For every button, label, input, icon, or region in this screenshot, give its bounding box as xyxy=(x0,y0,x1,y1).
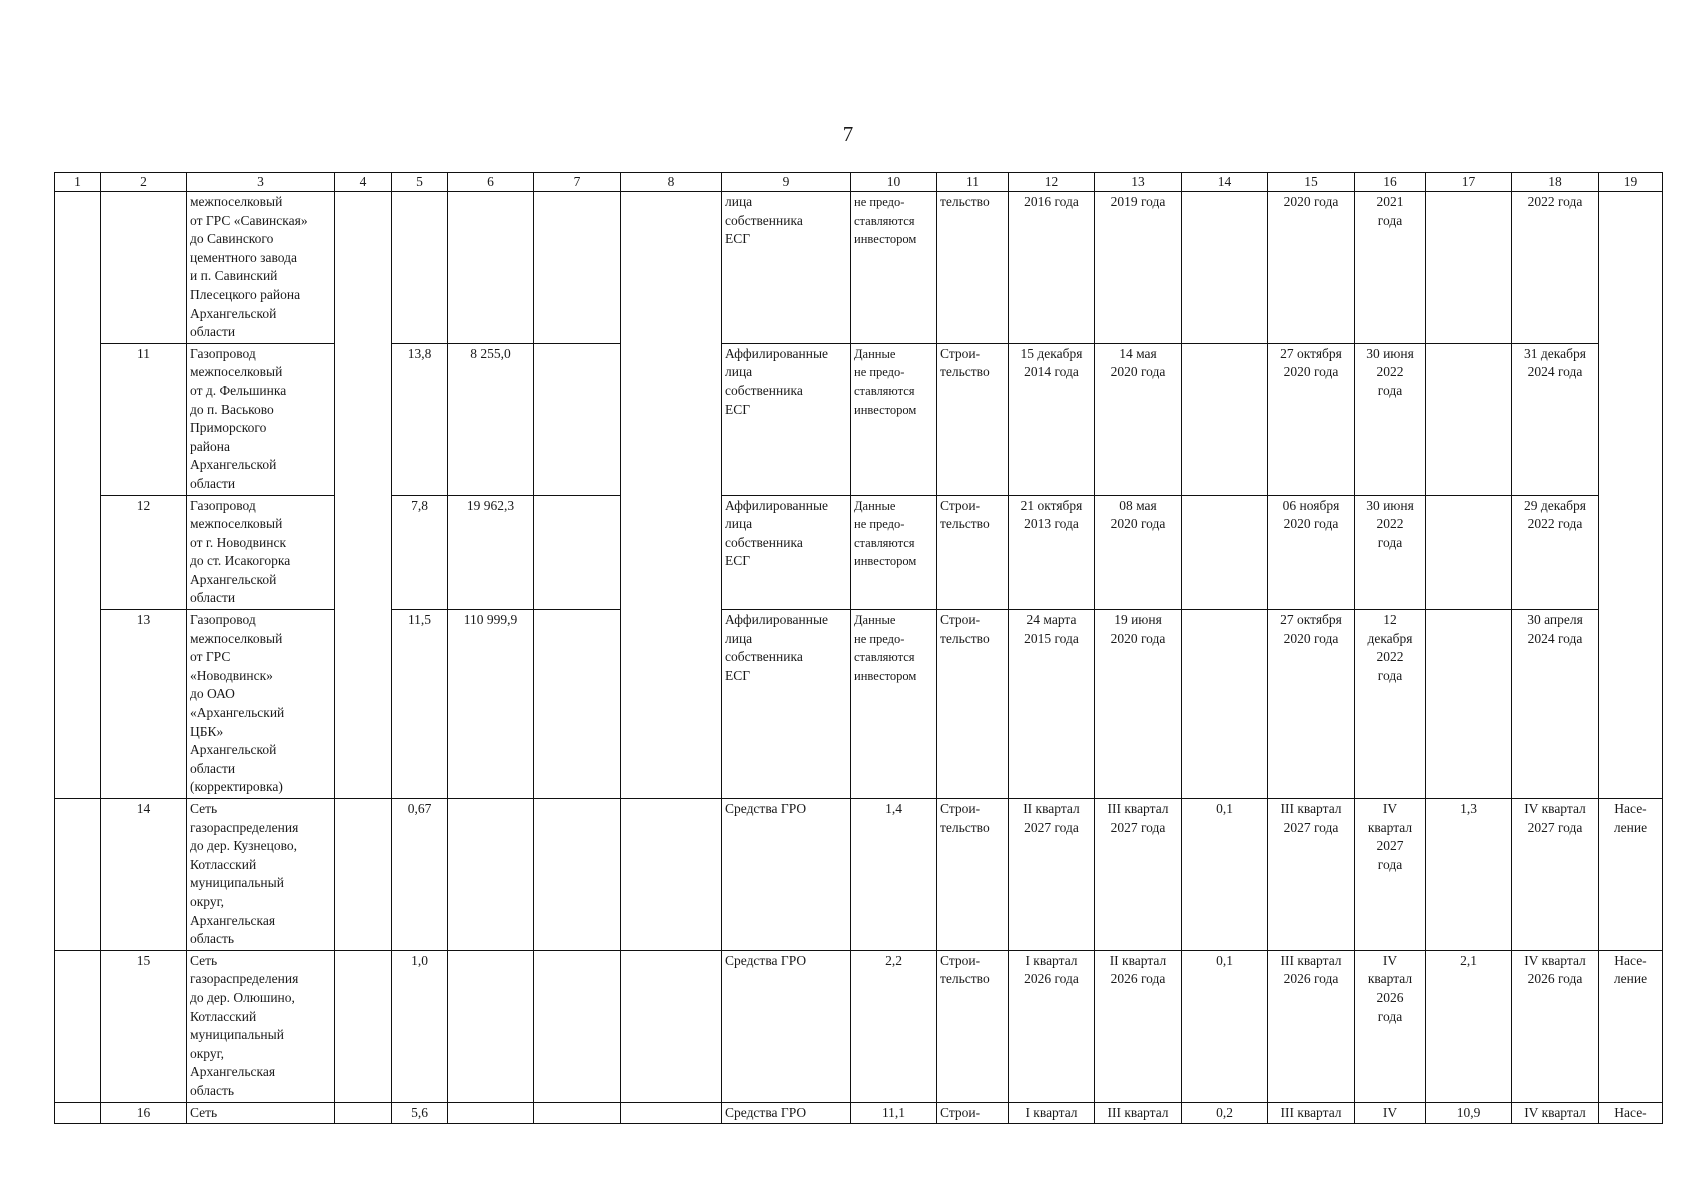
page-number: 7 xyxy=(842,122,854,146)
cell-c17: 1,3 xyxy=(1426,799,1512,951)
cell-c1 xyxy=(55,1102,101,1124)
cell-c7 xyxy=(534,495,621,610)
cell-c9: Средства ГРО xyxy=(722,950,851,1102)
col-header-5: 5 xyxy=(392,173,448,192)
cell-c18: 30 апреля 2024 года xyxy=(1512,610,1599,799)
cell-c7 xyxy=(534,610,621,799)
col-header-8: 8 xyxy=(621,173,722,192)
cell-object-name: Сеть газораспределения до дер. Олюшино, Котласский муниципальный округ, Архангельская область xyxy=(187,950,335,1102)
cell-c7 xyxy=(534,799,621,951)
cell-c17 xyxy=(1426,495,1512,610)
table-row xyxy=(55,1102,1663,1124)
cell-c5: 5,6 xyxy=(392,1102,448,1124)
cell-number: 12 xyxy=(101,495,187,610)
cell-c15: 2020 года xyxy=(1268,192,1355,344)
table-row xyxy=(55,799,1663,951)
cell-c4 xyxy=(335,1102,392,1124)
col-header-9: 9 xyxy=(722,173,851,192)
cell-c5: 0,67 xyxy=(392,799,448,951)
col-header-14: 14 xyxy=(1182,173,1268,192)
cell-c10: 1,4 xyxy=(851,799,937,951)
cell-object-name: Газопровод межпоселковый от г. Новодвинск до ст. Исакогорка Архангельской области xyxy=(187,495,335,610)
cell-c16: 2021 года xyxy=(1355,192,1426,344)
cell-object-name: Газопровод межпоселковый от д. Фельшинка до п. Васьково Приморского района Архангельской области xyxy=(187,343,335,495)
cell-c19: Насе- ление xyxy=(1599,799,1663,951)
table-row xyxy=(55,495,1663,610)
cell-number xyxy=(101,192,187,344)
cell-c5: 11,5 xyxy=(392,610,448,799)
cell-number: 14 xyxy=(101,799,187,951)
cell-c14 xyxy=(1182,192,1268,344)
col-header-17: 17 xyxy=(1426,173,1512,192)
col-header-2: 2 xyxy=(101,173,187,192)
cell-c16: IV квартал 2026 года xyxy=(1355,950,1426,1102)
cell-c12: 2016 года xyxy=(1009,192,1095,344)
cell-c18: IV квартал 2026 года xyxy=(1512,950,1599,1102)
cell-c6: 110 999,9 xyxy=(448,610,534,799)
col-header-4: 4 xyxy=(335,173,392,192)
col-header-1: 1 xyxy=(55,173,101,192)
cell-c10: 2,2 xyxy=(851,950,937,1102)
cell-c15: III квартал xyxy=(1268,1102,1355,1124)
cell-c9: Аффилированные лица собственника ЕСГ xyxy=(722,343,851,495)
cell-c13: 14 мая 2020 года xyxy=(1095,343,1182,495)
cell-c16: 30 июня 2022 года xyxy=(1355,343,1426,495)
cell-number: 16 xyxy=(101,1102,187,1124)
cell-c9: Аффилированные лица собственника ЕСГ xyxy=(722,610,851,799)
cell-c4 xyxy=(335,192,392,799)
cell-c15: 06 ноября 2020 года xyxy=(1268,495,1355,610)
cell-c5: 7,8 xyxy=(392,495,448,610)
cell-c17: 2,1 xyxy=(1426,950,1512,1102)
col-header-12: 12 xyxy=(1009,173,1095,192)
cell-c10: Данные не предо- ставляются инвестором xyxy=(851,343,937,495)
cell-c9: Средства ГРО xyxy=(722,799,851,951)
col-header-6: 6 xyxy=(448,173,534,192)
cell-c16: IV квартал 2027 года xyxy=(1355,799,1426,951)
cell-c6 xyxy=(448,192,534,344)
cell-c19: Насе- xyxy=(1599,1102,1663,1124)
cell-c12: I квартал 2026 года xyxy=(1009,950,1095,1102)
cell-c8 xyxy=(621,799,722,951)
cell-c19 xyxy=(1599,192,1663,799)
col-header-19: 19 xyxy=(1599,173,1663,192)
col-header-10: 10 xyxy=(851,173,937,192)
cell-c17 xyxy=(1426,192,1512,344)
cell-c6: 8 255,0 xyxy=(448,343,534,495)
cell-c4 xyxy=(335,950,392,1102)
cell-c16: 12 декабря 2022 года xyxy=(1355,610,1426,799)
cell-c12: I квартал xyxy=(1009,1102,1095,1124)
cell-c10: Данные не предо- ставляются инвестором xyxy=(851,495,937,610)
cell-c11: тельство xyxy=(937,192,1009,344)
cell-c7 xyxy=(534,343,621,495)
cell-c10: Данные не предо- ставляются инвестором xyxy=(851,610,937,799)
cell-c1 xyxy=(55,950,101,1102)
cell-c18: 2022 года xyxy=(1512,192,1599,344)
cell-c8 xyxy=(621,1102,722,1124)
cell-c9: Средства ГРО xyxy=(722,1102,851,1124)
investment-table xyxy=(54,172,1663,1124)
col-header-11: 11 xyxy=(937,173,1009,192)
cell-c11: Строи- тельство xyxy=(937,799,1009,951)
col-header-15: 15 xyxy=(1268,173,1355,192)
cell-c5: 13,8 xyxy=(392,343,448,495)
cell-c15: III квартал 2027 года xyxy=(1268,799,1355,951)
cell-c19: Насе- ление xyxy=(1599,950,1663,1102)
cell-c13: III квартал 2027 года xyxy=(1095,799,1182,951)
cell-c7 xyxy=(534,1102,621,1124)
cell-number: 15 xyxy=(101,950,187,1102)
cell-c18: 29 декабря 2022 года xyxy=(1512,495,1599,610)
table-row xyxy=(55,950,1663,1102)
cell-c14 xyxy=(1182,610,1268,799)
cell-c11: Строи- тельство xyxy=(937,610,1009,799)
table-row xyxy=(55,610,1663,799)
cell-c1 xyxy=(55,799,101,951)
cell-c14 xyxy=(1182,495,1268,610)
cell-c7 xyxy=(534,950,621,1102)
cell-number: 13 xyxy=(101,610,187,799)
cell-c11: Строи- тельство xyxy=(937,495,1009,610)
cell-c13: II квартал 2026 года xyxy=(1095,950,1182,1102)
cell-c11: Строи- тельство xyxy=(937,950,1009,1102)
cell-object-name: межпоселковый от ГРС «Савинская» до Савинского цементного завода и п. Савинский Плесецкого района Архангельской области xyxy=(187,192,335,344)
cell-c17 xyxy=(1426,343,1512,495)
column-number-row xyxy=(55,173,1663,192)
cell-c13: 19 июня 2020 года xyxy=(1095,610,1182,799)
cell-c9: лица собственника ЕСГ xyxy=(722,192,851,344)
cell-c15: 27 октября 2020 года xyxy=(1268,343,1355,495)
cell-c10: 11,1 xyxy=(851,1102,937,1124)
cell-c6 xyxy=(448,1102,534,1124)
cell-object-name: Газопровод межпоселковый от ГРС «Новодвинск» до ОАО «Архангельский ЦБК» Архангельской области (корректировка) xyxy=(187,610,335,799)
cell-object-name: Сеть xyxy=(187,1102,335,1124)
cell-c16: 30 июня 2022 года xyxy=(1355,495,1426,610)
cell-c14: 0,1 xyxy=(1182,799,1268,951)
cell-c15: III квартал 2026 года xyxy=(1268,950,1355,1102)
cell-c8 xyxy=(621,192,722,799)
cell-c18: 31 декабря 2024 года xyxy=(1512,343,1599,495)
cell-c18: IV квартал 2027 года xyxy=(1512,799,1599,951)
cell-c17 xyxy=(1426,610,1512,799)
cell-c10: не предо- ставляются инвестором xyxy=(851,192,937,344)
cell-c6 xyxy=(448,799,534,951)
cell-c14 xyxy=(1182,343,1268,495)
cell-c16: IV xyxy=(1355,1102,1426,1124)
cell-c14: 0,1 xyxy=(1182,950,1268,1102)
cell-c12: 24 марта 2015 года xyxy=(1009,610,1095,799)
col-header-7: 7 xyxy=(534,173,621,192)
cell-c11: Строи- xyxy=(937,1102,1009,1124)
col-header-13: 13 xyxy=(1095,173,1182,192)
col-header-16: 16 xyxy=(1355,173,1426,192)
cell-c12: II квартал 2027 года xyxy=(1009,799,1095,951)
cell-c6: 19 962,3 xyxy=(448,495,534,610)
cell-c6 xyxy=(448,950,534,1102)
table-row xyxy=(55,343,1663,495)
cell-c18: IV квартал xyxy=(1512,1102,1599,1124)
cell-c12: 21 октября 2013 года xyxy=(1009,495,1095,610)
cell-c12: 15 декабря 2014 года xyxy=(1009,343,1095,495)
cell-object-name: Сеть газораспределения до дер. Кузнецово, Котласский муниципальный округ, Архангельская область xyxy=(187,799,335,951)
col-header-18: 18 xyxy=(1512,173,1599,192)
cell-c9: Аффилированные лица собственника ЕСГ xyxy=(722,495,851,610)
cell-c5: 1,0 xyxy=(392,950,448,1102)
table-row xyxy=(55,192,1663,344)
cell-c13: 08 мая 2020 года xyxy=(1095,495,1182,610)
cell-c1 xyxy=(55,192,101,799)
cell-c11: Строи- тельство xyxy=(937,343,1009,495)
cell-c13: 2019 года xyxy=(1095,192,1182,344)
cell-c4 xyxy=(335,799,392,951)
col-header-3: 3 xyxy=(187,173,335,192)
cell-c13: III квартал xyxy=(1095,1102,1182,1124)
cell-c7 xyxy=(534,192,621,344)
cell-c5 xyxy=(392,192,448,344)
cell-c17: 10,9 xyxy=(1426,1102,1512,1124)
cell-c8 xyxy=(621,950,722,1102)
cell-number: 11 xyxy=(101,343,187,495)
cell-c15: 27 октября 2020 года xyxy=(1268,610,1355,799)
cell-c14: 0,2 xyxy=(1182,1102,1268,1124)
